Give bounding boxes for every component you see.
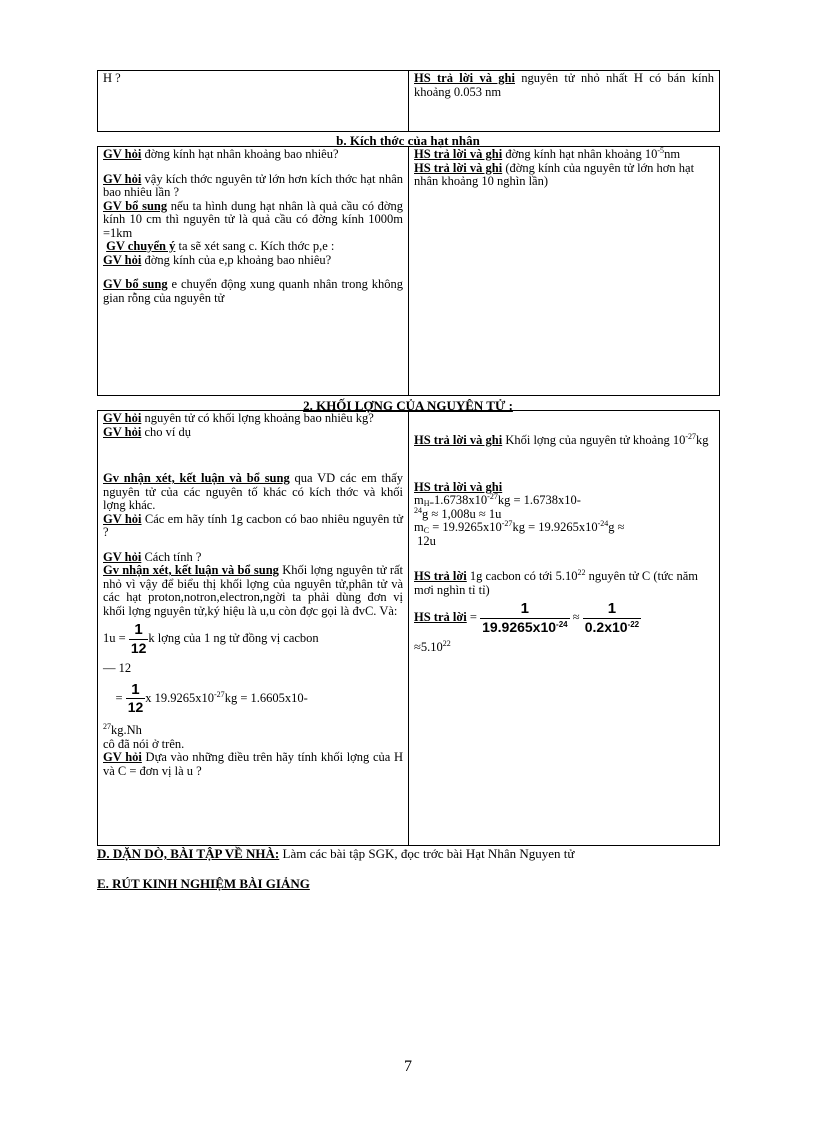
fraction-one-over-small: $\frac{1}{0.2x10^{-22}}$ xyxy=(584,600,640,635)
u-equation: = $\frac{1}{12}$ x $19.9265x10^{-27}kg = 1.6605x10-$ xyxy=(115,680,308,716)
fraction-one-over-mass: $\frac{1}{19.9265x10^{-24}}$ xyxy=(482,600,568,635)
student-cell: HS trả lời và ghi Khối lợng của nguyên tử khoảng $10^{-27}kg$ HS trả lời và ghi $m_{H=}1.6738x10^{-27}kg = 1.6738x10-$ $^{24}$g ≈ 1,008u ≈ 1u $m_C = 19.9265x10^{-27}kg = 19.9265x10^{-24}g$ ≈ 12u HS trả lời 1g cacbon có tới 5.10$^{22}$ nguyên tử C (tức năm mơi nghìn tỉ tỉ) HS trả lời = $\frac{1}{19.9265x10^{-24}}$ ≈ $\frac{1}{0.2x10^{-22}}$ $\approx 5.10^{22}$ xyxy=(409,411,720,846)
section-b-title: b. Kích thớc của hạt nhân xyxy=(336,133,480,148)
table-row-0 xyxy=(97,70,720,132)
section-d: D. DẶN DÒ, BÀI TẬP VỀ NHÀ: Làm các bài tập SGK, đọc trớc bài Hạt Nhân Nguyen tử xyxy=(97,846,575,861)
teacher-cell: H ? xyxy=(98,71,409,132)
page-number: 7 xyxy=(404,1058,412,1075)
atom-count-equation: HS trả lời = $\frac{1}{19.9265x10^{-24}}$ ≈ $\frac{1}{0.2x10^{-22}}$ xyxy=(414,600,640,635)
teacher-cell: GV hỏi đờng kính hạt nhân khoảng bao nhiêu? GV hỏi vậy kích thớc nguyên tử lớn hơn kích thớc hạt nhân bao nhiêu lần ? GV bổ sung nếu ta hình dung hạt nhân là quả cầu có đờng kính 10 cm thì nguyên tử là quả cầu có đờng kính 1000m =1km GV chuyển ý ta sẽ xét sang c. Kích thớc p,e : GV hỏi đờng kính của e,p khoảng bao nhiêu? GV bổ sung e chuyển động xung quanh nhân trong không gian rỗng của nguyên tử xyxy=(98,147,409,396)
table-row-2 xyxy=(97,410,720,846)
section-e: E. RÚT KINH NGHIỆM BÀI GIẢNG xyxy=(97,876,310,891)
fraction-one-twelfth-2: $\frac{1}{12}$ xyxy=(127,680,144,716)
u-definition: 1u = $\frac{1}{12}$ k lợng của 1 ng tử đồng vị cacbon xyxy=(103,621,319,656)
section-2-title: 2. KHỐI LỢNG CỦA NGUYÊN TỬ : xyxy=(303,398,513,413)
fraction-one-twelfth: $\frac{1}{12}$ xyxy=(130,621,147,656)
teacher-cell: GV hỏi nguyên tử có khối lợng khoảng bao nhiêu kg? GV hỏi cho ví dụ Gv nhận xét, kết luận và bổ sung qua VD các em thấy nguyên tử của các nguyên tố khác có kích thớc và khối lợng khác. GV hỏi Các em hãy tính 1g cacbon có bao nhiêu nguyên tử ? GV hỏi Cách tính ? Gv nhận xét, kết luận và bổ sung Khối lợng nguyên tử rất nhỏ vì vậy để biểu thị khối lợng của nguyên tử,phân tử và các hạt proton,notron,electron,ngời ta phải dùng đơn vị khối lợng nguyên tử,ký hiệu là u,u còn đợc gọi là đvC. Và: 1u = $\frac{1}{12}$ k lợng của 1 ng tử đồng vị cacbon — 12 = $\frac{1}{12}$ x $19.9265x10^{-27}kg = 1.6605x10-$ $^{27}$kg.Nh cô đã nói ở trên. GV hỏi Dựa vào những điều trên hãy tính khối lợng của H và C = đơn vị là u ? xyxy=(98,411,409,846)
student-cell: HS trả lời và ghi nguyên tử nhỏ nhất H có bán kính khoảng 0.053 nm xyxy=(409,71,720,132)
student-cell: HS trả lời và ghi đờng kính hạt nhân khoảng $10^{-5}nm$ HS trả lời và ghi (đờng kính của nguyên tử lớn hơn hạt nhân khoảng 10 nghìn lần) xyxy=(409,147,720,396)
table-row-1 xyxy=(97,146,720,396)
